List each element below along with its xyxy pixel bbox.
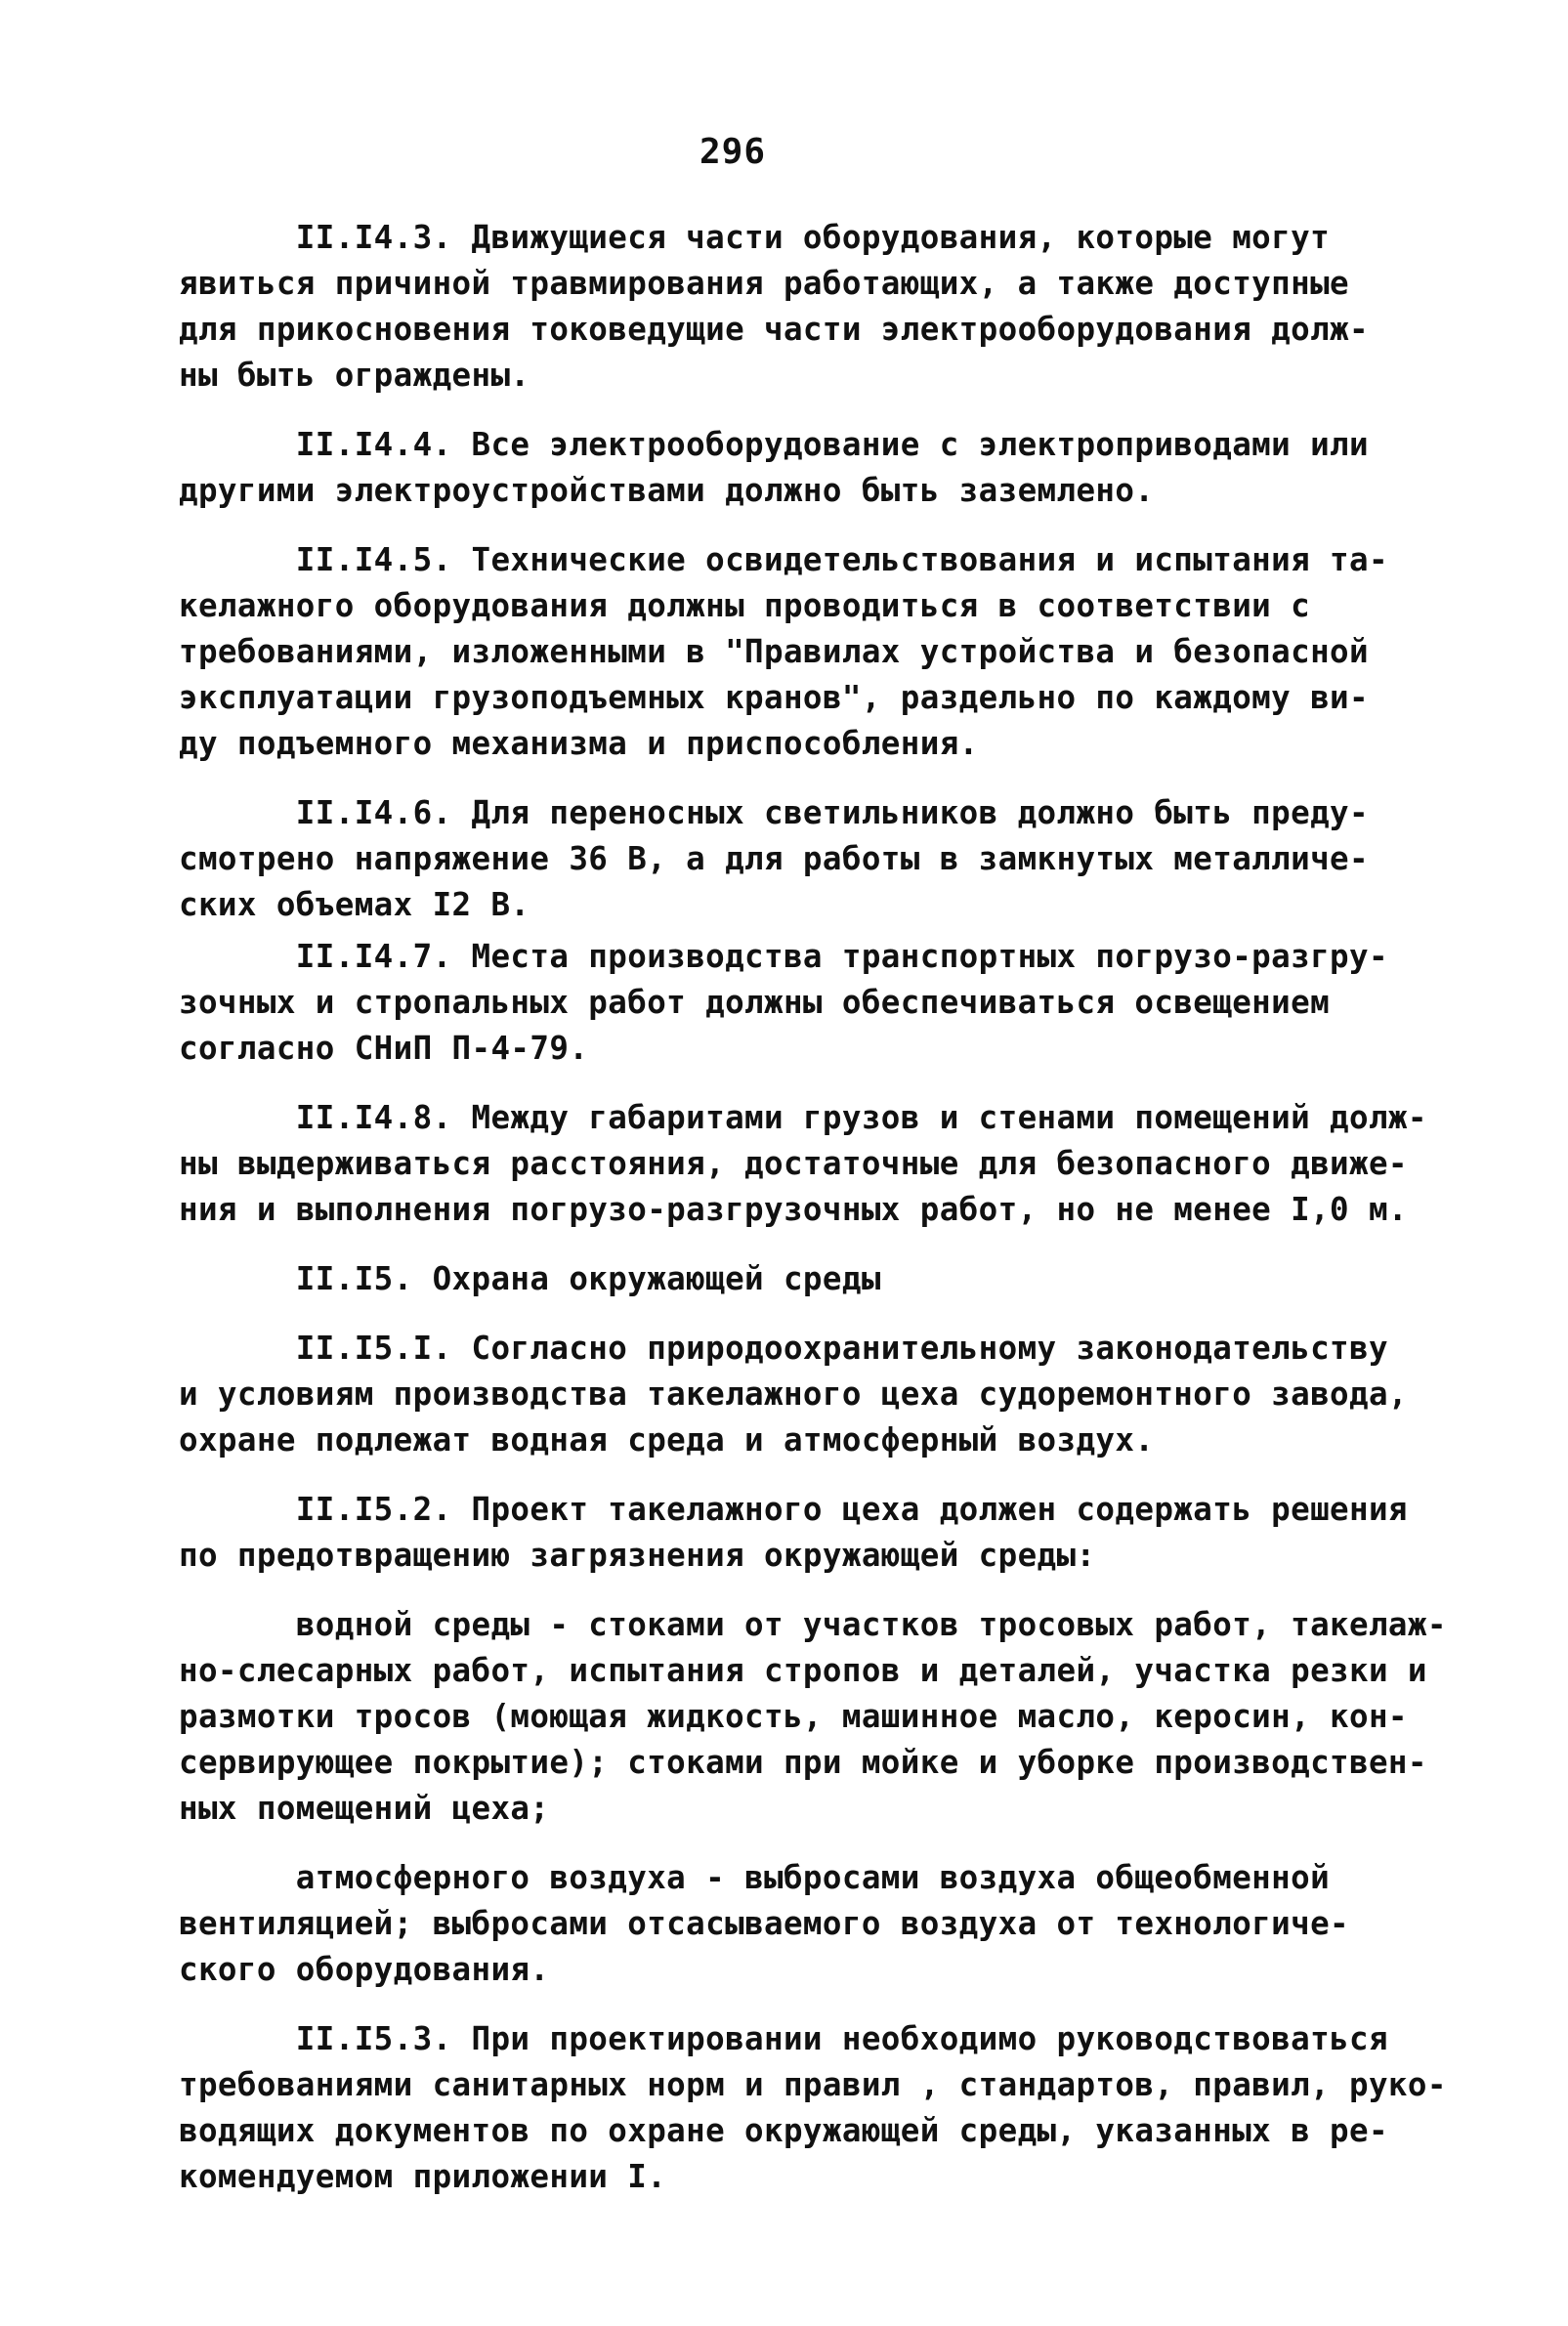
text-line: охране подлежат водная среда и атмосферный воздух. bbox=[179, 1421, 1155, 1459]
text-line: по предотвращению загрязнения окружающей среды: bbox=[179, 1537, 1096, 1574]
text-line: II.I5. Охрана окружающей среды bbox=[179, 1260, 881, 1297]
text-line: II.I5.3. При проектировании необходимо руководствоваться bbox=[179, 2020, 1388, 2057]
text-line: размотки тросов (моющая жидкость, машинное масло, керосин, кон- bbox=[179, 1698, 1408, 1735]
paragraph bbox=[179, 1487, 1408, 1579]
text-line: явиться причиной травмирования работающих, а также доступные bbox=[179, 265, 1349, 302]
text-line: смотрено напряжение 36 В, а для работы в замкнутых металличе- bbox=[179, 840, 1369, 877]
text-line: ского оборудования. bbox=[179, 1951, 550, 1988]
text-line: II.I4.7. Места производства транспортных погрузо-разгру- bbox=[179, 938, 1388, 975]
text-line: II.I4.6. Для переносных светильников должно быть преду- bbox=[179, 794, 1369, 831]
paragraph bbox=[179, 422, 1390, 514]
paragraph bbox=[179, 790, 1390, 928]
paragraph bbox=[179, 537, 1390, 767]
paragraph bbox=[179, 1855, 1390, 1993]
paragraph bbox=[179, 1602, 1447, 1832]
text-line: водной среды - стоками от участков тросовых работ, такелаж- bbox=[179, 1606, 1447, 1643]
text-line: сервирующее покрытие); стоками при мойке и уборке производствен- bbox=[179, 1744, 1427, 1781]
text-line: атмосферного воздуха - выбросами воздуха общеобменной bbox=[179, 1859, 1331, 1896]
text-line: другими электроустройствами должно быть заземлено. bbox=[179, 472, 1155, 509]
text-line: II.I5.I. Согласно природоохранительному законодательству bbox=[179, 1330, 1388, 1367]
text-line: ны выдерживаться расстояния, достаточные для безопасного движе- bbox=[179, 1145, 1408, 1182]
text-line: ны быть ограждены. bbox=[179, 357, 530, 394]
paragraph bbox=[179, 1256, 1390, 1302]
paragraph bbox=[179, 215, 1390, 399]
text-line: водящих документов по охране окружающей среды, указанных в ре- bbox=[179, 2112, 1388, 2149]
text-line: II.I4.5. Технические освидетельствования и испытания та- bbox=[179, 541, 1388, 578]
text-line: ских объемах I2 В. bbox=[179, 886, 530, 923]
text-line: для прикосновения токоведущие части электрооборудования долж- bbox=[179, 311, 1369, 348]
text-line: II.I4.3. Движущиеся части оборудования, которые могут bbox=[179, 219, 1331, 256]
body-text bbox=[179, 215, 1447, 2223]
paragraph bbox=[179, 2016, 1447, 2200]
text-line: ду подъемного механизма и приспособления. bbox=[179, 725, 979, 762]
text-line: ния и выполнения погрузо-разгрузочных работ, но не менее I,0 м. bbox=[179, 1191, 1408, 1228]
page-number: 296 bbox=[699, 132, 767, 172]
text-line: и условиям производства такелажного цеха судоремонтного завода, bbox=[179, 1375, 1408, 1413]
text-line: келажного оборудования должны проводиться в соответствии с bbox=[179, 587, 1311, 624]
text-line: вентиляцией; выбросами отсасываемого воздуха от технологиче- bbox=[179, 1905, 1349, 1942]
text-line: II.I4.8. Между габаритами грузов и стенами помещений долж- bbox=[179, 1099, 1427, 1136]
text-line: но-слесарных работ, испытания стропов и деталей, участка резки и bbox=[179, 1652, 1427, 1689]
text-line: требованиями санитарных норм и правил , стандартов, правил, руко- bbox=[179, 2066, 1447, 2103]
text-line: согласно СНиП П-4-79. bbox=[179, 1030, 589, 1067]
paragraph bbox=[179, 1326, 1408, 1463]
text-line: ных помещений цеха; bbox=[179, 1790, 550, 1827]
paragraph bbox=[179, 1095, 1427, 1233]
text-line: требованиями, изложенными в "Правилах устройства и безопасной bbox=[179, 633, 1369, 670]
text-line: зочных и стропальных работ должны обеспечиваться освещением bbox=[179, 984, 1331, 1021]
paragraph bbox=[179, 934, 1390, 1072]
text-line: II.I5.2. Проект такелажного цеха должен содержать решения bbox=[179, 1491, 1408, 1528]
text-line: комендуемом приложении I. bbox=[179, 2158, 667, 2195]
text-line: II.I4.4. Все электрооборудование с электроприводами или bbox=[179, 426, 1369, 463]
text-line: эксплуатации грузоподъемных кранов", раздельно по каждому ви- bbox=[179, 679, 1369, 716]
